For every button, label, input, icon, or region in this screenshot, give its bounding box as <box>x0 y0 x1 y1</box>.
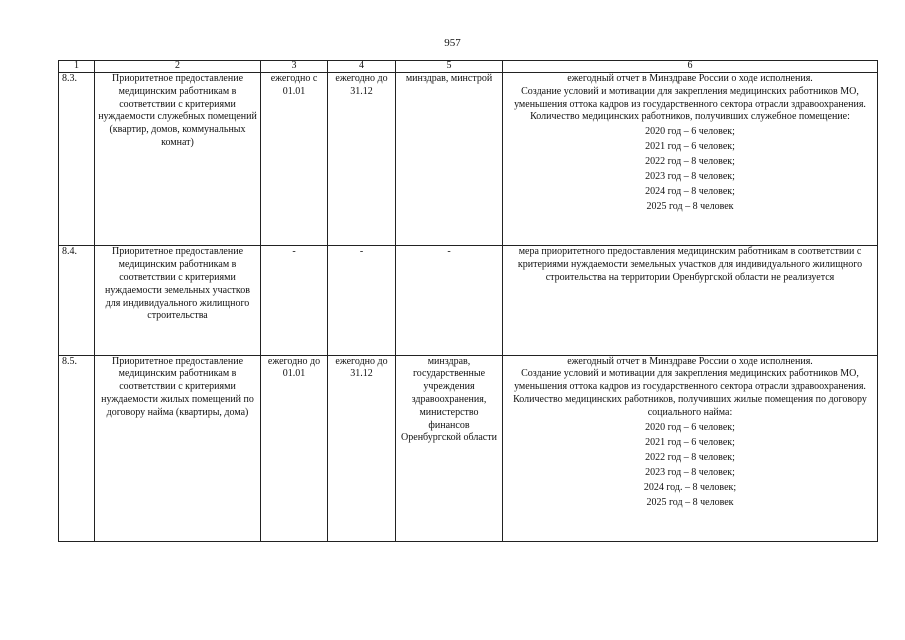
start-date: ежегодно с 01.01 <box>261 73 328 246</box>
result-text: Создание условий и мотивации для закрепления медицинских работников МО, уменьшения оттока кадров из государственного сектора отрасли здравоохранения. <box>514 85 866 110</box>
end-date: ежегодно до 31.12 <box>328 73 396 246</box>
result-text: Количество медицинских работников, получивших служебное помещение: <box>530 111 850 123</box>
list-item: 2025 год – 8 человек <box>646 496 734 508</box>
result-text: Количество медицинских работников, получивших жилые помещения по договору социального найма: <box>513 393 867 418</box>
measure-description: Приоритетное предоставление медицинским работникам в соответствии с критериями нуждаемости служебных помещений (квартир, домов, коммунальных комнат) <box>95 73 261 246</box>
column-header-5: 5 <box>396 61 503 73</box>
yearly-targets-list <box>505 420 875 510</box>
list-item: 2022 год – 8 человек; <box>645 156 735 168</box>
start-date: ежегодно до 01.01 <box>261 355 328 541</box>
table-row <box>59 355 878 541</box>
row-number: 8.3. <box>59 73 95 246</box>
measures-table <box>58 60 878 542</box>
result-text: Создание условий и мотивации для закрепления медицинских работников МО, уменьшения оттока кадров из государственного сектора отрасли здравоохранения. <box>514 368 866 393</box>
expected-result <box>503 73 878 246</box>
expected-result <box>503 246 878 355</box>
executors: минздрав, минстрой <box>396 73 503 246</box>
row-number: 8.4. <box>59 246 95 355</box>
table-header-row <box>59 61 878 73</box>
start-date: - <box>261 246 328 355</box>
column-header-3: 3 <box>261 61 328 73</box>
yearly-targets-list <box>505 124 875 214</box>
result-text: мера приоритетного предоставления медицинским работникам в соответствии с критериями нуждаемости земельных участков для индивидуального жилищного строительства на территории Оренбургской области не реализуется <box>517 246 863 283</box>
list-item: 2025 год – 8 человек <box>646 201 734 213</box>
list-item: 2023 год – 8 человек; <box>645 466 735 478</box>
measure-description: Приоритетное предоставление медицинским работникам в соответствии с критериями нуждаемости земельных участков для индивидуального жилищного строительства <box>95 246 261 355</box>
expected-result <box>503 355 878 541</box>
table-row <box>59 73 878 246</box>
measure-description: Приоритетное предоставление медицинским работникам в соответствии с критериями нуждаемости жилых помещений по договору найма (квартиры, дома) <box>95 355 261 541</box>
column-header-1: 1 <box>59 61 95 73</box>
table-row <box>59 246 878 355</box>
column-header-6: 6 <box>503 61 878 73</box>
column-header-2: 2 <box>95 61 261 73</box>
list-item: 2024 год. – 8 человек; <box>643 481 737 493</box>
list-item: 2021 год – 6 человек; <box>645 141 735 153</box>
executors: - <box>396 246 503 355</box>
executors: минздрав, государственные учреждения здравоохранения, министерство финансов Оренбургской области <box>396 355 503 541</box>
result-text: ежегодный отчет в Минздраве России о ходе исполнения. <box>567 73 813 84</box>
result-text: ежегодный отчет в Минздраве России о ходе исполнения. <box>567 355 813 367</box>
list-item: 2022 год – 8 человек; <box>645 451 735 463</box>
page-number: 957 <box>444 37 461 49</box>
list-item: 2024 год – 8 человек; <box>645 186 735 198</box>
list-item: 2021 год – 6 человек; <box>645 436 735 448</box>
list-item: 2020 год – 6 человек; <box>645 421 735 433</box>
end-date: - <box>328 246 396 355</box>
row-number: 8.5. <box>59 355 95 541</box>
column-header-4: 4 <box>328 61 396 73</box>
end-date: ежегодно до 31.12 <box>328 355 396 541</box>
list-item: 2020 год – 6 человек; <box>645 126 735 138</box>
list-item: 2023 год – 8 человек; <box>645 171 735 183</box>
